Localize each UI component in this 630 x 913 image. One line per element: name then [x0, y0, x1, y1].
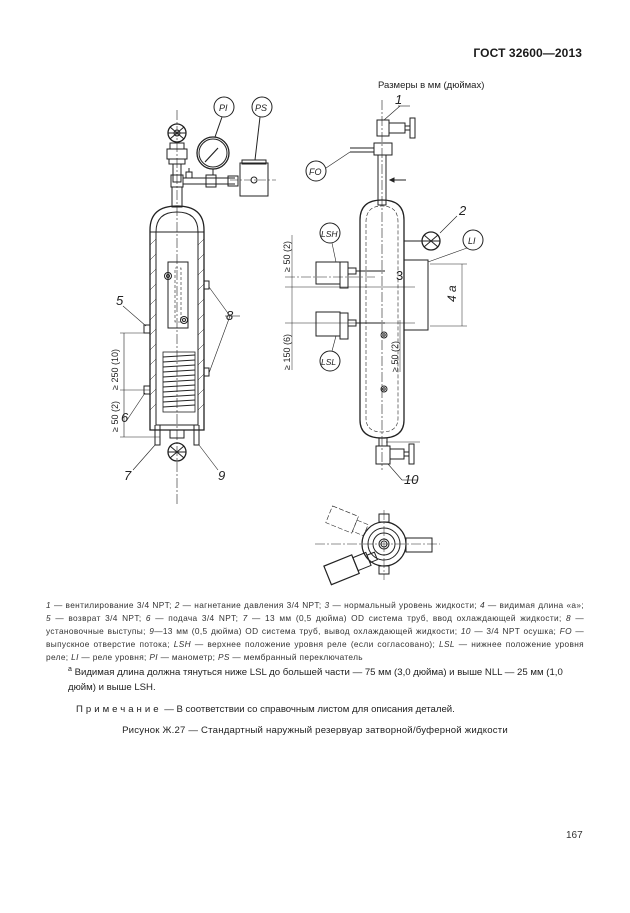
callout-6: 6 [121, 410, 129, 425]
dim-left-250: ≥ 250 (10) [110, 349, 120, 390]
callout-li: LI [468, 236, 476, 246]
callout-lsh: LSH [321, 229, 338, 239]
left-vessel-view [120, 97, 276, 505]
callout-2: 2 [459, 203, 467, 218]
note [76, 704, 455, 715]
note-text: — В соответствии со справочным листом для описания деталей. [164, 704, 455, 715]
dim-right-50-bottom: ≥ 50 (2) [390, 341, 400, 372]
callout-4: 4 a [445, 285, 459, 302]
callout-9: 9 [218, 468, 226, 483]
footnote-text: Видимая длина должна тянуться ниже LSL до большей части — 75 мм (3,0 дюйма) и выше NLL — 25 мм (1,0 дюйм) и выше LSH. [68, 667, 563, 694]
standard-header: ГОСТ 32600—2013 [473, 46, 582, 60]
dim-left-50: ≥ 50 (2) [110, 401, 120, 432]
dim-right-50-top: ≥ 50 (2) [282, 241, 292, 272]
plan-view [315, 506, 440, 585]
callout-3: 3 [396, 268, 404, 283]
callout-8: 8 [226, 308, 234, 323]
page-number: 167 [566, 830, 583, 841]
dim-right-150: ≥ 150 (6) [282, 334, 292, 370]
figure-caption: Рисунок Ж.27 — Стандартный наружный резервуар затворной/буферной жидкости [122, 725, 508, 736]
figure-legend: 1 — вентилирование 3/4 NPT; 2 — нагнетание давления 3/4 NPT; 3 — нормальный уровень жидкости; 4 — видимая длина «а»; 5 — возврат 3/4 NPT; 6 — подача 3/4 NPT; 7 — 13 мм (0,5 дюйма) OD система труб, ввод охлаждающей жидкости; 8 — установочные выступы; 9—13 мм (0,5 дюйма) OD система труб, вывод охлаждающей жидкости; 10 — 3/4 NPT осушка; FO — выпускное отверстие потока; LSH — верхнее положение уровня реле (если согласовано); LSL — нижнее положение уровня реле; LI — реле уровня; PI — манометр; PS — мембранный переключатель [46, 600, 585, 662]
footnote [68, 662, 588, 695]
dimensions-note: Размеры в мм (дюймах) [378, 80, 485, 91]
footnote-marker: a [68, 666, 72, 673]
note-label: Примечание [76, 704, 162, 715]
callout-1: 1 [395, 92, 403, 107]
callout-pi: PI [219, 103, 228, 113]
callout-7: 7 [124, 468, 132, 483]
callout-ps: PS [255, 103, 268, 113]
callout-lsl: LSL [321, 357, 337, 367]
callout-5: 5 [116, 293, 124, 308]
callout-fo: FO [309, 167, 322, 177]
callout-10: 10 [404, 472, 419, 487]
